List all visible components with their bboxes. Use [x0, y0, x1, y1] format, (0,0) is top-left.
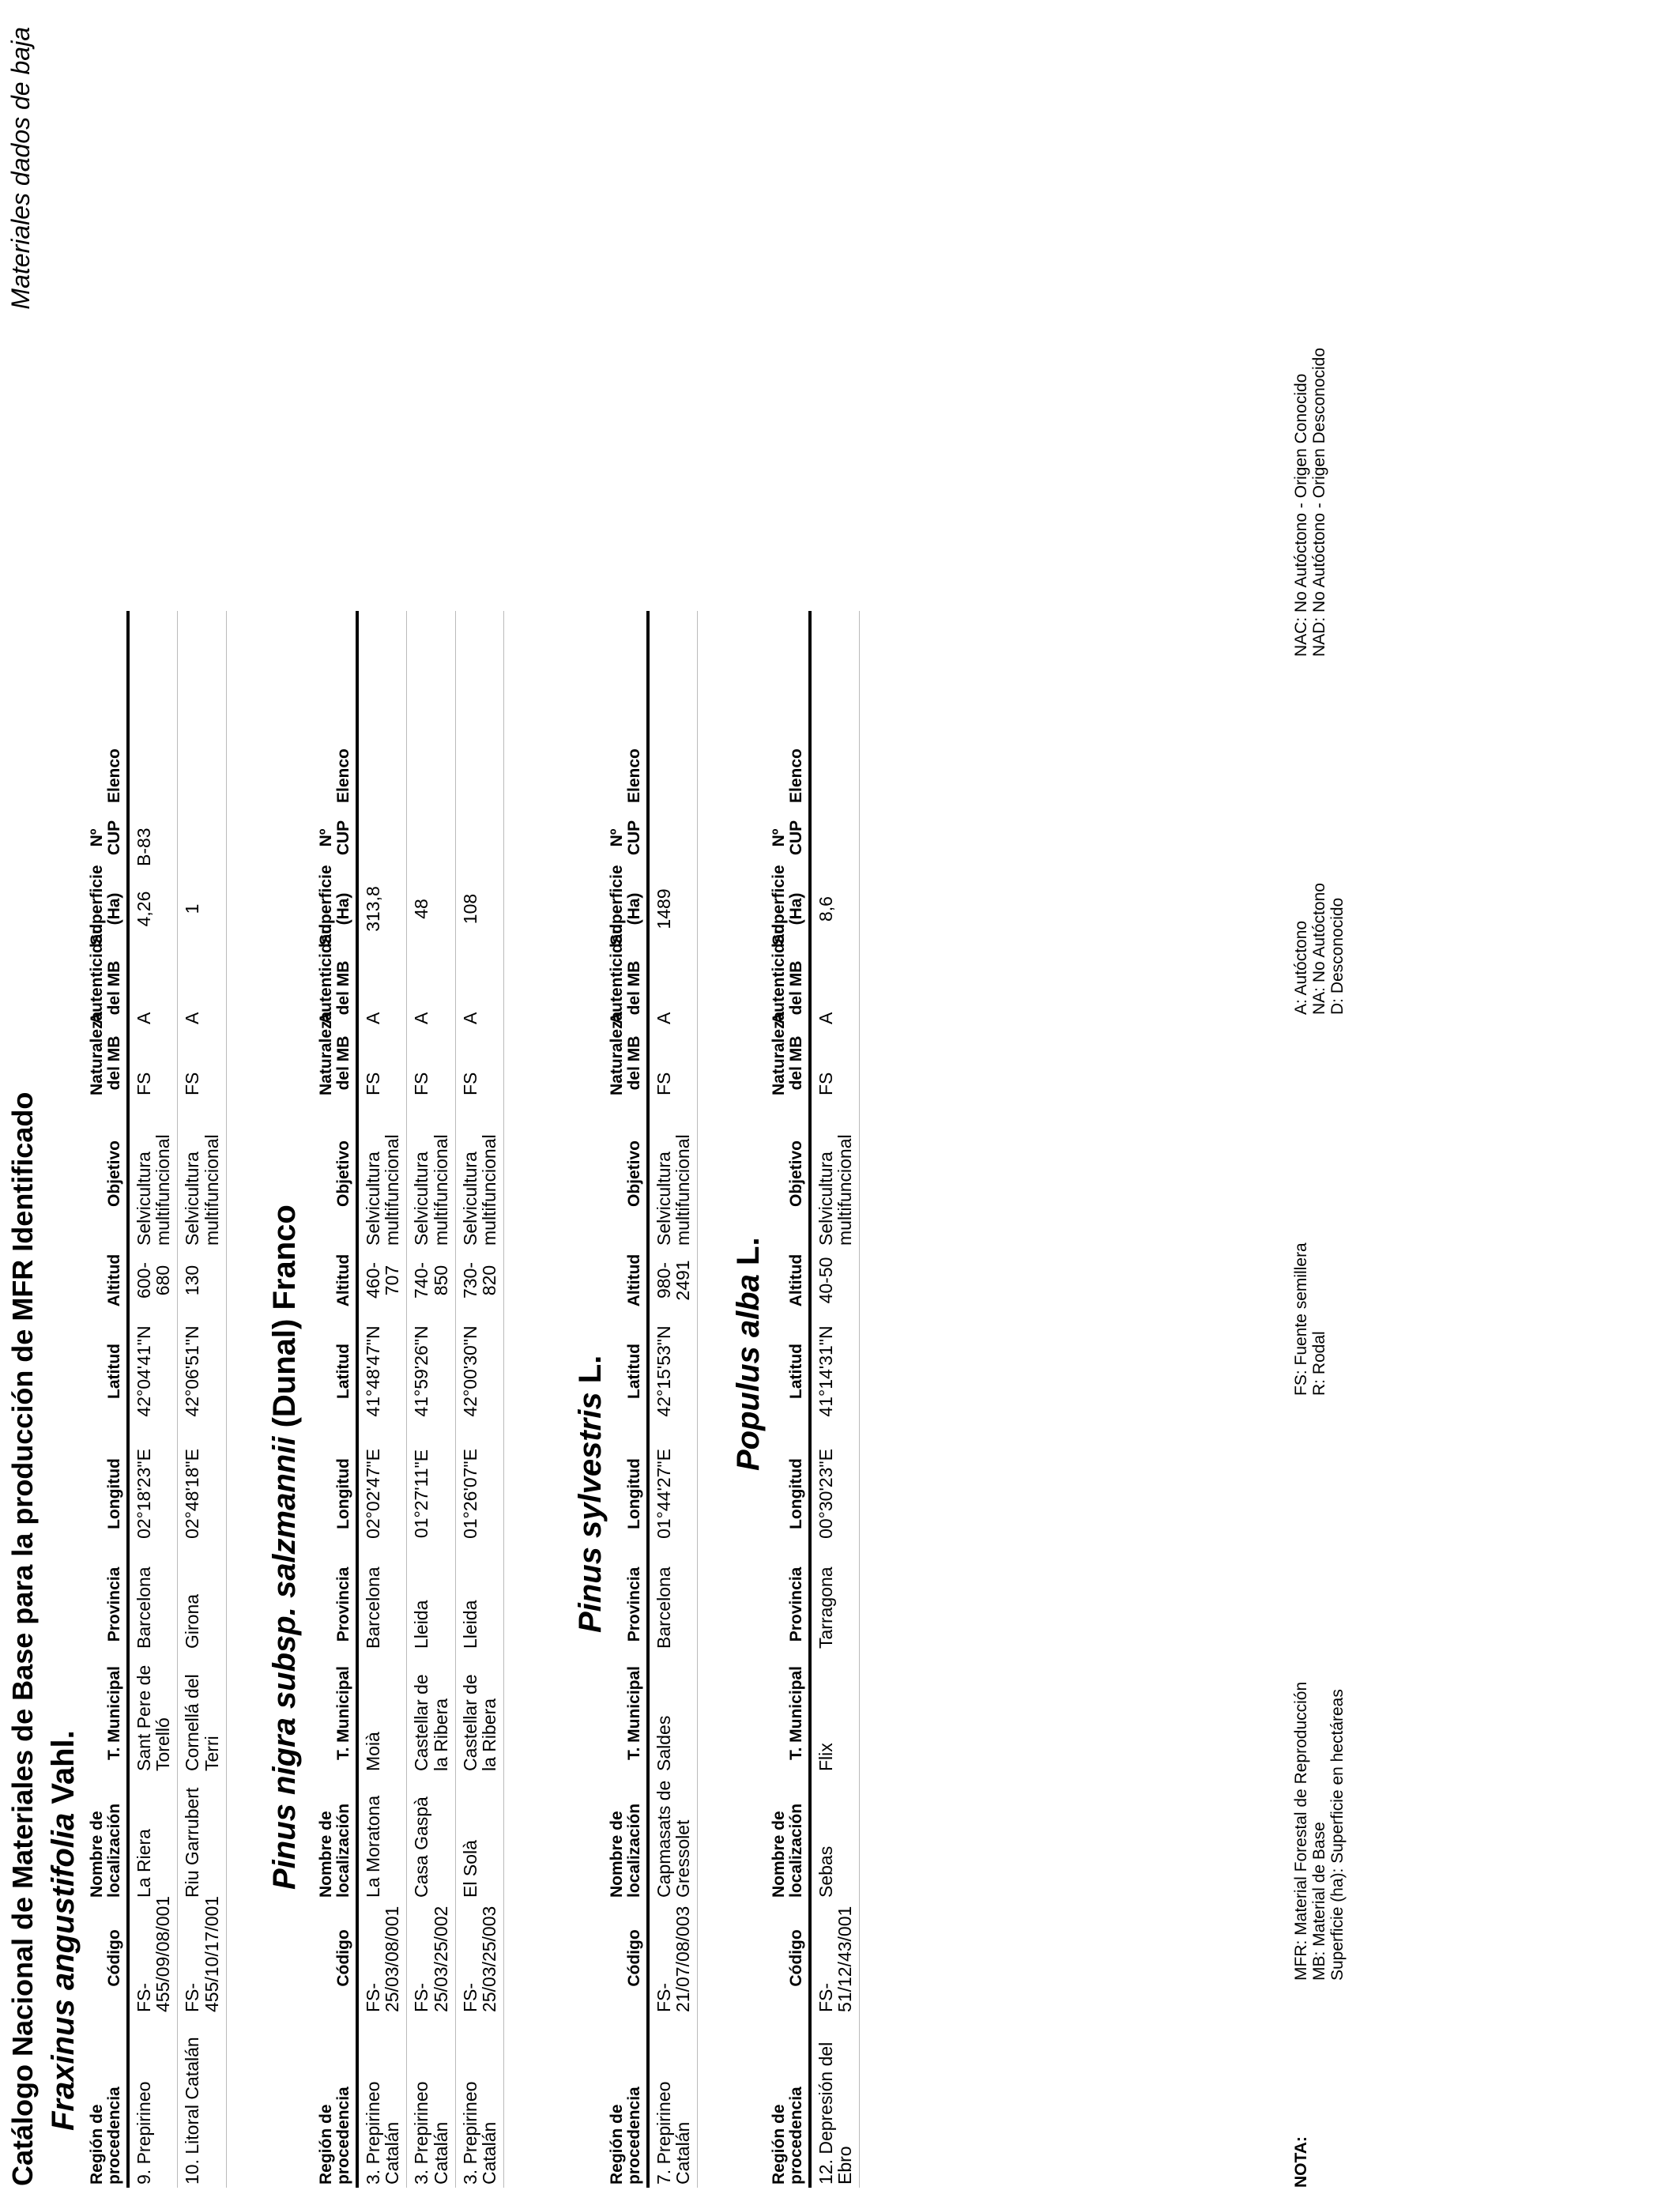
nota-col-3 — [1292, 883, 1347, 1015]
cell-elenco — [128, 611, 178, 806]
column-header-codigo: Código — [89, 1901, 128, 2015]
cell-objetivo: Selvicultura multifuncional — [455, 1099, 503, 1249]
cell-superficie: 108 — [455, 869, 503, 948]
column-header-cup: Nº CUP — [770, 806, 810, 869]
cell-objetivo: Selvicultura multifuncional — [178, 1099, 226, 1249]
cell-region: 12. Depresión del Ebro — [810, 2015, 860, 2188]
column-header-region: Región de procedencia — [608, 2015, 648, 2188]
column-header-nombre: Nombre de localización — [89, 1774, 128, 1901]
cell-codigo: FS-455/10/17/001 — [178, 1901, 226, 2015]
column-header-altitud: Altitud — [89, 1249, 128, 1312]
column-header-municipal: T. Municipal — [318, 1652, 357, 1774]
column-header-codigo: Código — [318, 1901, 357, 2015]
cell-longitud: 01°44'27"E — [648, 1431, 698, 1557]
cell-longitud: 01°27'11"E — [407, 1431, 455, 1557]
column-header-elenco: Elenco — [318, 611, 357, 806]
cell-objetivo: Selvicultura multifuncional — [810, 1099, 860, 1249]
cell-longitud: 00°30'23"E — [810, 1431, 860, 1557]
status-label: Materiales dados de baja — [6, 27, 35, 310]
cell-region: 3. Prepirineo Catalán — [407, 2015, 455, 2188]
cell-region: 3. Prepirineo Catalán — [357, 2015, 407, 2188]
cell-codigo: FS-25/03/25/003 — [455, 1901, 503, 2015]
column-header-autenticidad: Autenticidad del MB — [608, 948, 648, 1027]
cell-region: 10. Litoral Catalán — [178, 2015, 226, 2188]
nota-line: NAC: No Autóctono - Origen Conocido — [1292, 373, 1310, 657]
cell-altitud: 460-707 — [357, 1249, 407, 1312]
cell-elenco — [407, 611, 455, 806]
cell-superficie: 1489 — [648, 869, 698, 948]
cell-longitud: 01°26'07"E — [455, 1431, 503, 1557]
cell-municipal: Castellar de la Ribera — [455, 1652, 503, 1774]
column-header-municipal: T. Municipal — [770, 1652, 810, 1774]
cell-latitud: 42°06'51"N — [178, 1312, 226, 1431]
column-header-autenticidad: Autenticidad del MB — [318, 948, 357, 1027]
column-header-altitud: Altitud — [318, 1249, 357, 1312]
column-header-codigo: Código — [770, 1901, 810, 2015]
cell-nombre: Casa Gaspà — [407, 1774, 455, 1901]
column-header-superficie: Superficie (Ha) — [318, 869, 357, 948]
column-header-region: Región de procedencia — [318, 2015, 357, 2188]
column-header-cup: Nº CUP — [89, 806, 128, 869]
table-row — [357, 611, 407, 2188]
nota-line: R: Rodal — [1310, 1331, 1329, 1396]
cell-altitud: 40-50 — [810, 1249, 860, 1312]
cell-superficie: 8,6 — [810, 869, 860, 948]
cell-cup — [357, 806, 407, 869]
column-header-cup: Nº CUP — [608, 806, 648, 869]
column-header-elenco: Elenco — [89, 611, 128, 806]
cell-nombre: El Solà — [455, 1774, 503, 1901]
column-header-naturaleza: Naturaleza del MB — [89, 1027, 128, 1099]
cell-latitud: 42°00'30"N — [455, 1312, 503, 1431]
column-header-elenco: Elenco — [608, 611, 648, 806]
cell-cup — [810, 806, 860, 869]
cell-provincia: Barcelona — [357, 1557, 407, 1652]
cell-superficie: 1 — [178, 869, 226, 948]
column-header-cup: Nº CUP — [318, 806, 357, 869]
cell-autenticidad: A — [648, 948, 698, 1027]
cell-nombre: Sebas — [810, 1774, 860, 1901]
cell-region: 7. Prepirineo Catalán — [648, 2015, 698, 2188]
cell-nombre: Riu Garrubert — [178, 1774, 226, 1901]
table-row — [407, 611, 455, 2188]
column-header-municipal: T. Municipal — [89, 1652, 128, 1774]
cell-provincia: Barcelona — [648, 1557, 698, 1652]
column-header-autenticidad: Autenticidad del MB — [770, 948, 810, 1027]
cell-superficie: 4,26 — [128, 869, 178, 948]
cell-municipal: Flix — [810, 1652, 860, 1774]
species-heading — [573, 1355, 608, 1633]
cell-latitud: 42°04'41"N — [128, 1312, 178, 1431]
cell-nombre: La Riera — [128, 1774, 178, 1901]
column-header-objetivo: Objetivo — [770, 1099, 810, 1249]
column-header-naturaleza: Naturaleza del MB — [608, 1027, 648, 1099]
cell-cup: B-83 — [128, 806, 178, 869]
species-author: (Dunal) Franco — [267, 1204, 302, 1437]
column-header-latitud: Latitud — [770, 1312, 810, 1431]
species-name: Fraxinus angustifolia — [46, 1812, 81, 2131]
cell-autenticidad: A — [455, 948, 503, 1027]
species-author: L. — [573, 1355, 608, 1393]
column-header-latitud: Latitud — [608, 1312, 648, 1431]
column-header-region: Región de procedencia — [89, 2015, 128, 2188]
nota-label: NOTA: — [1292, 2136, 1310, 2188]
cell-cup — [648, 806, 698, 869]
header-row — [318, 611, 357, 2188]
column-header-superficie: Superficie (Ha) — [89, 869, 128, 948]
column-header-nombre: Nombre de localización — [770, 1774, 810, 1901]
column-header-nombre: Nombre de localización — [318, 1774, 357, 1901]
cell-codigo: FS-51/12/43/001 — [810, 1901, 860, 2015]
cell-longitud: 02°48'18"E — [178, 1431, 226, 1557]
species-author: L. — [731, 1237, 766, 1275]
species-table — [318, 611, 504, 2188]
column-header-superficie: Superficie (Ha) — [770, 869, 810, 948]
cell-elenco — [810, 611, 860, 806]
cell-autenticidad: A — [178, 948, 226, 1027]
nota-col-1 — [1292, 1682, 1347, 1981]
cell-longitud: 02°18'23"E — [128, 1431, 178, 1557]
table-row — [648, 611, 698, 2188]
cell-cup — [178, 806, 226, 869]
column-header-provincia: Provincia — [318, 1557, 357, 1652]
column-header-provincia: Provincia — [608, 1557, 648, 1652]
column-header-naturaleza: Naturaleza del MB — [770, 1027, 810, 1099]
column-header-longitud: Longitud — [318, 1431, 357, 1557]
cell-latitud: 41°14'31"N — [810, 1312, 860, 1431]
table-row — [810, 611, 860, 2188]
species-table — [608, 611, 698, 2188]
column-header-superficie: Superficie (Ha) — [608, 869, 648, 948]
column-header-objetivo: Objetivo — [608, 1099, 648, 1249]
cell-codigo: FS-25/03/08/001 — [357, 1901, 407, 2015]
cell-codigo: FS-455/09/08/001 — [128, 1901, 178, 2015]
column-header-elenco: Elenco — [770, 611, 810, 806]
nota-col-4 — [1292, 348, 1328, 657]
cell-codigo: FS-25/03/25/002 — [407, 1901, 455, 2015]
table-row — [455, 611, 503, 2188]
species-name: Pinus nigra subsp. salzmannii — [267, 1436, 302, 1890]
column-header-latitud: Latitud — [89, 1312, 128, 1431]
species-heading — [46, 1730, 81, 2131]
cell-altitud: 130 — [178, 1249, 226, 1312]
cell-municipal: Cornellá del Terri — [178, 1652, 226, 1774]
cell-naturaleza: FS — [128, 1027, 178, 1099]
nota-col-2 — [1292, 1242, 1328, 1396]
cell-naturaleza: FS — [455, 1027, 503, 1099]
column-header-provincia: Provincia — [770, 1557, 810, 1652]
column-header-municipal: T. Municipal — [608, 1652, 648, 1774]
cell-elenco — [648, 611, 698, 806]
cell-codigo: FS-21/07/08/003 — [648, 1901, 698, 2015]
cell-autenticidad: A — [407, 948, 455, 1027]
column-header-latitud: Latitud — [318, 1312, 357, 1431]
cell-cup — [407, 806, 455, 869]
column-header-codigo: Código — [608, 1901, 648, 2015]
column-header-provincia: Provincia — [89, 1557, 128, 1652]
data-table — [770, 611, 860, 2188]
cell-longitud: 02°02'47"E — [357, 1431, 407, 1557]
cell-provincia: Lleida — [407, 1557, 455, 1652]
cell-naturaleza: FS — [357, 1027, 407, 1099]
column-header-objetivo: Objetivo — [89, 1099, 128, 1249]
species-heading — [267, 1204, 303, 1890]
cell-naturaleza: FS — [648, 1027, 698, 1099]
cell-nombre: La Moratona — [357, 1774, 407, 1901]
cell-latitud: 41°59'26"N — [407, 1312, 455, 1431]
cell-altitud: 600-680 — [128, 1249, 178, 1312]
column-header-altitud: Altitud — [770, 1249, 810, 1312]
cell-latitud: 41°48'47"N — [357, 1312, 407, 1431]
column-header-autenticidad: Autenticidad del MB — [89, 948, 128, 1027]
cell-provincia: Lleida — [455, 1557, 503, 1652]
cell-nombre: Capmasats de Gressolet — [648, 1774, 698, 1901]
cell-objetivo: Selvicultura multifuncional — [648, 1099, 698, 1249]
nota-line: D: Desconocido — [1328, 897, 1347, 1015]
cell-autenticidad: A — [810, 948, 860, 1027]
page-title: Catálogo Nacional de Materiales de Base para la producción de MFR Identificado — [6, 1091, 39, 2186]
cell-objetivo: Selvicultura multifuncional — [357, 1099, 407, 1249]
column-header-nombre: Nombre de localización — [608, 1774, 648, 1901]
data-table — [608, 611, 698, 2188]
cell-region: 9. Prepirineo — [128, 2015, 178, 2188]
cell-municipal: Saldes — [648, 1652, 698, 1774]
cell-provincia: Tarragona — [810, 1557, 860, 1652]
cell-cup — [455, 806, 503, 869]
cell-elenco — [178, 611, 226, 806]
cell-altitud: 740-850 — [407, 1249, 455, 1312]
column-header-naturaleza: Naturaleza del MB — [318, 1027, 357, 1099]
cell-region: 3. Prepirineo Catalán — [455, 2015, 503, 2188]
column-header-objetivo: Objetivo — [318, 1099, 357, 1249]
cell-naturaleza: FS — [407, 1027, 455, 1099]
species-author: Vahl. — [46, 1730, 81, 1813]
cell-provincia: Barcelona — [128, 1557, 178, 1652]
cell-latitud: 42°15'53"N — [648, 1312, 698, 1431]
table-row — [178, 611, 226, 2188]
header-row — [770, 611, 810, 2188]
cell-elenco — [357, 611, 407, 806]
cell-superficie: 313,8 — [357, 869, 407, 948]
nota-line: NA: No Autóctono — [1310, 883, 1329, 1015]
column-header-longitud: Longitud — [770, 1431, 810, 1557]
cell-altitud: 730-820 — [455, 1249, 503, 1312]
cell-municipal: Sant Pere de Torelló — [128, 1652, 178, 1774]
nota-line: MB: Material de Base — [1310, 1822, 1329, 1981]
cell-naturaleza: FS — [178, 1027, 226, 1099]
species-table — [770, 611, 860, 2188]
column-header-region: Región de procedencia — [770, 2015, 810, 2188]
cell-autenticidad: A — [128, 948, 178, 1027]
species-table — [89, 611, 227, 2188]
cell-objetivo: Selvicultura multifuncional — [407, 1099, 455, 1249]
nota-line: A: Autóctono — [1292, 920, 1310, 1015]
cell-altitud: 980-2491 — [648, 1249, 698, 1312]
column-header-altitud: Altitud — [608, 1249, 648, 1312]
column-header-longitud: Longitud — [608, 1431, 648, 1557]
cell-naturaleza: FS — [810, 1027, 860, 1099]
header-row — [89, 611, 128, 2188]
species-heading — [731, 1237, 767, 1471]
nota-line: FS: Fuente semillera — [1292, 1242, 1310, 1396]
cell-provincia: Girona — [178, 1557, 226, 1652]
cell-municipal: Moià — [357, 1652, 407, 1774]
species-name: Pinus sylvestris — [573, 1392, 608, 1633]
header-row — [608, 611, 648, 2188]
data-table — [318, 611, 504, 2188]
species-name: Populus alba — [731, 1274, 766, 1471]
cell-municipal: Castellar de la Ribera — [407, 1652, 455, 1774]
cell-objetivo: Selvicultura multifuncional — [128, 1099, 178, 1249]
cell-superficie: 48 — [407, 869, 455, 948]
cell-elenco — [455, 611, 503, 806]
nota-line: NAD: No Autóctono - Origen Desconocido — [1310, 347, 1329, 657]
table-row — [128, 611, 178, 2188]
cell-autenticidad: A — [357, 948, 407, 1027]
data-table — [89, 611, 227, 2188]
nota-line: MFR: Material Forestal de Reproducción — [1292, 1681, 1310, 1981]
column-header-longitud: Longitud — [89, 1431, 128, 1557]
nota-line: Superficie (ha): Superficie en hectáreas — [1328, 1689, 1347, 1981]
